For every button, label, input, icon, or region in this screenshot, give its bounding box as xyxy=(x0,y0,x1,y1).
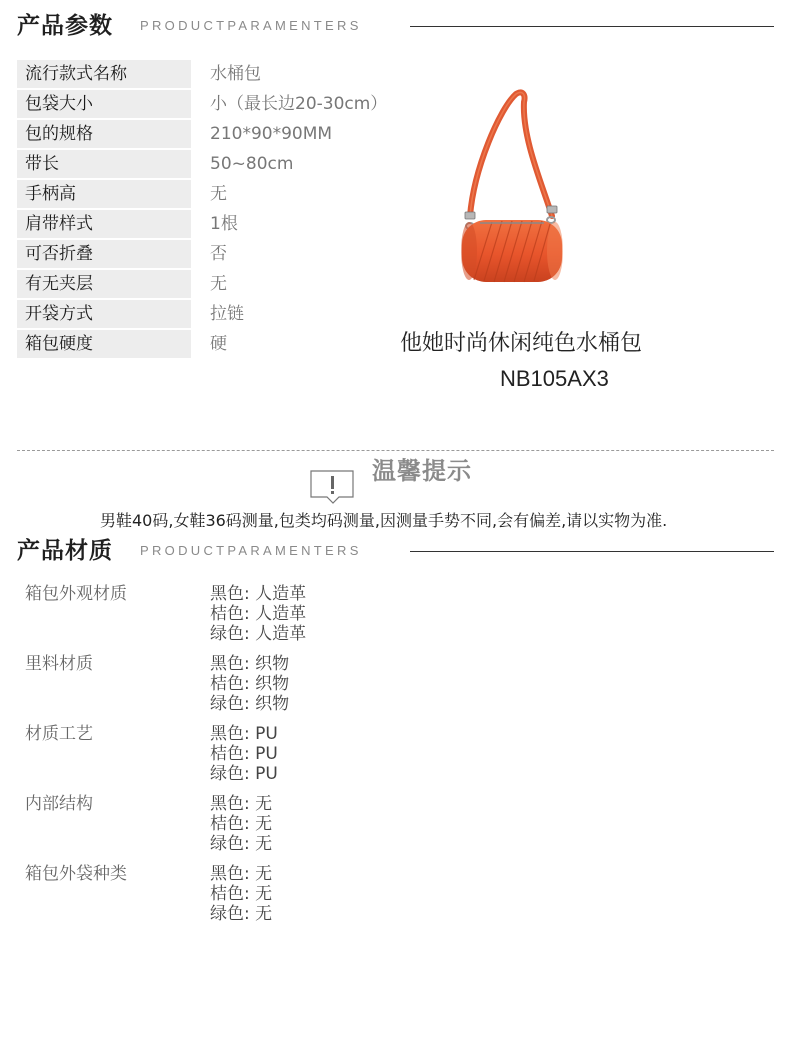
material-values xyxy=(210,654,289,714)
material-value: 黑色: 无 xyxy=(210,794,273,814)
material-label: 材质工艺 xyxy=(25,724,93,744)
param-label: 包袋大小 xyxy=(17,90,191,118)
material-value: 桔色: 无 xyxy=(210,884,273,904)
param-value: 50~80cm xyxy=(210,154,294,174)
param-value: 拉链 xyxy=(210,304,244,324)
param-label: 手柄高 xyxy=(17,180,191,208)
param-label: 流行款式名称 xyxy=(17,60,191,88)
param-label: 开袋方式 xyxy=(17,300,191,328)
section-header-materials xyxy=(0,531,790,571)
section-title: 产品参数 xyxy=(17,13,113,39)
tip-note: 男鞋40码,女鞋36码测量,包类均码测量,因测量手势不同,会有偏差,请以实物为准. xyxy=(100,511,668,530)
exclamation-speech-bubble-icon xyxy=(309,469,357,505)
param-value: 无 xyxy=(210,274,227,294)
material-values xyxy=(210,864,272,924)
param-label: 包的规格 xyxy=(17,120,191,148)
material-value: 桔色: 人造革 xyxy=(210,604,307,624)
param-value: 无 xyxy=(210,184,227,204)
material-value: 黑色: 人造革 xyxy=(210,584,307,604)
material-value: 桔色: 无 xyxy=(210,814,273,834)
material-value: 黑色: 无 xyxy=(210,864,273,884)
param-label: 带长 xyxy=(17,150,191,178)
material-value: 黑色: 织物 xyxy=(210,654,290,674)
section-divider xyxy=(410,26,774,27)
section-divider xyxy=(410,551,774,552)
section-title: 产品材质 xyxy=(17,538,113,564)
param-value: 水桶包 xyxy=(210,64,261,84)
material-label: 里料材质 xyxy=(25,654,93,674)
param-value: 硬 xyxy=(210,334,227,354)
product-code: NB105AX3 xyxy=(500,366,609,391)
material-value: 绿色: 无 xyxy=(210,904,273,924)
material-value: 黑色: PU xyxy=(210,724,278,744)
material-values xyxy=(210,724,278,784)
section-subtitle: PRODUCTPARAMENTERS xyxy=(140,543,362,558)
material-value: 绿色: 无 xyxy=(210,834,273,854)
param-value: 1根 xyxy=(210,214,238,234)
material-value: 绿色: 人造革 xyxy=(210,624,307,644)
param-label: 有无夹层 xyxy=(17,270,191,298)
material-label: 箱包外观材质 xyxy=(25,584,127,604)
section-subtitle: PRODUCTPARAMENTERS xyxy=(140,18,362,33)
material-values xyxy=(210,794,272,854)
material-label: 内部结构 xyxy=(25,794,93,814)
material-values xyxy=(210,584,306,644)
param-value: 210*90*90MM xyxy=(210,124,333,144)
product-bag-image xyxy=(452,88,572,288)
material-label: 箱包外袋种类 xyxy=(25,864,127,884)
dashed-divider xyxy=(17,450,774,451)
product-name: 他她时尚休闲纯色水桶包 xyxy=(400,331,643,356)
param-label: 箱包硬度 xyxy=(17,330,191,358)
param-value: 否 xyxy=(210,244,227,264)
param-label: 可否折叠 xyxy=(17,240,191,268)
material-value: 桔色: PU xyxy=(210,744,278,764)
material-value: 绿色: PU xyxy=(210,764,278,784)
param-value: 小（最长边20-30cm） xyxy=(210,94,388,114)
material-value: 绿色: 织物 xyxy=(210,694,290,714)
section-header-parameters xyxy=(0,6,790,46)
tip-title: 温馨提示 xyxy=(372,457,472,485)
param-label: 肩带样式 xyxy=(17,210,191,238)
material-value: 桔色: 织物 xyxy=(210,674,290,694)
